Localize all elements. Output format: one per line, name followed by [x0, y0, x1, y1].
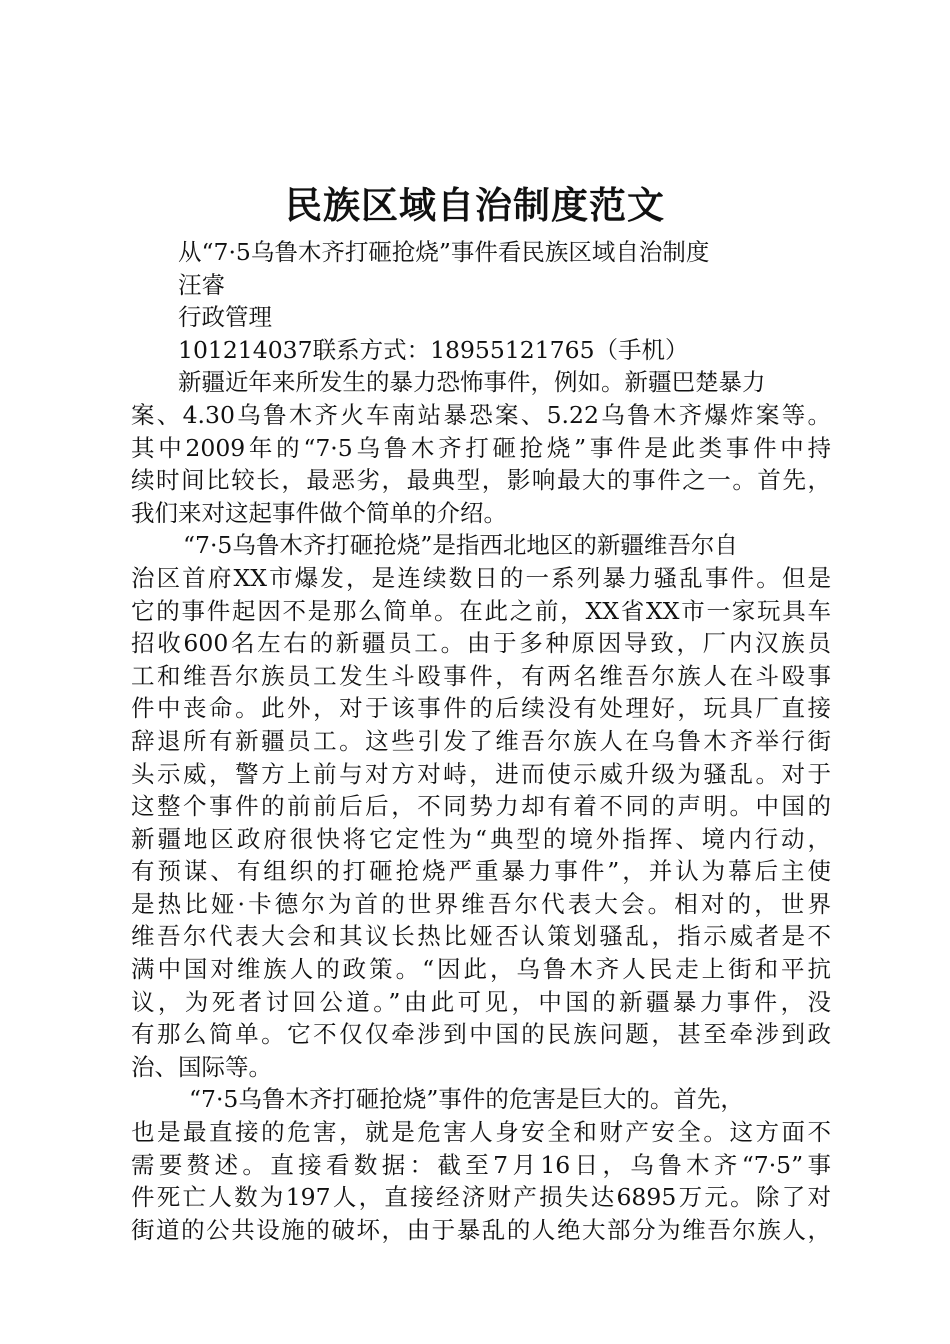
paragraph-line: 有预谋、有组织的打砸抢烧严重暴力事件”，并认为幕后主使 [131, 857, 831, 886]
document-body [131, 236, 831, 1246]
paragraph-line: 案、4.30乌鲁木齐火车南站暴恐案、5.22乌鲁木齐爆炸案等。 [131, 400, 831, 429]
paragraph-line: 件死亡人数为197人，直接经济财产损失达6895万元。除了对 [131, 1183, 831, 1212]
paragraph-line: 维吾尔代表大会和其议长热比娅否认策划骚乱，指示威者是不 [131, 922, 831, 951]
paragraph-line: “7·5乌鲁木齐打砸抢烧”是指西北地区的新疆维吾尔自 [183, 531, 738, 560]
contact-line: 101214037联系方式：18955121765（手机） [178, 335, 689, 364]
paragraph-line: 续时间比较长，最恶劣，最典型，影响最大的事件之一。首先， [131, 466, 831, 495]
paragraph-line: 工和维吾尔族员工发生斗殴事件，有两名维吾尔族人在斗殴事 [131, 661, 831, 690]
paragraph-line: “7·5乌鲁木齐打砸抢烧”事件的危害是巨大的。首先， [189, 1085, 744, 1114]
document-title: 民族区域自治制度范文 [285, 184, 665, 227]
subtitle-line: 从“7·5乌鲁木齐打砸抢烧”事件看民族区域自治制度 [178, 238, 710, 266]
paragraph-line: 这整个事件的前前后后，不同势力却有着不同的声明。中国的 [131, 792, 831, 821]
paragraph-line: 是热比娅·卡德尔为首的世界维吾尔代表大会。相对的，世界 [131, 889, 831, 918]
paragraph-line: 满中国对维族人的政策。“因此，乌鲁木齐人民走上街和平抗 [131, 955, 831, 984]
paragraph-line: 新疆近年来所发生的暴力恐怖事件，例如。新疆巴楚暴力 [178, 368, 766, 397]
paragraph-line: 也是最直接的危害，就是危害人身安全和财产安全。这方面不 [131, 1118, 831, 1147]
paragraph-line: 治区首府XX市爆发，是连续数日的一系列暴力骚乱事件。但是 [131, 563, 831, 592]
paragraph-line: 街道的公共设施的破坏，由于暴乱的人绝大部分为维吾尔族人， [131, 1215, 831, 1244]
paragraph-line: 其中2009年的“7·5乌鲁木齐打砸抢烧”事件是此类事件中持 [131, 433, 831, 462]
paragraph-line: 议，为死者讨回公道。”由此可见，中国的新疆暴力事件，没 [131, 987, 831, 1016]
paragraph-line: 治、国际等。 [131, 1052, 272, 1081]
paragraph-line: 头示威，警方上前与对方对峙，进而使示威升级为骚乱。对于 [131, 759, 831, 788]
paragraph-line: 辞退所有新疆员工。这些引发了维吾尔族人在乌鲁木齐举行街 [131, 726, 831, 755]
paragraph-line: 我们来对这起事件做个简单的介绍。 [131, 498, 507, 527]
paragraph-line: 招收600名左右的新疆员工。由于多种原因导致，厂内汉族员 [131, 629, 831, 658]
author-line: 汪睿 [178, 270, 225, 299]
paragraph-line: 件中丧命。此外，对于该事件的后续没有处理好，玩具厂直接 [131, 694, 831, 723]
paragraph-line: 新疆地区政府很快将它定性为“典型的境外指挥、境内行动， [131, 824, 831, 853]
paragraph-line: 有那么简单。它不仅仅牵涉到中国的民族问题，甚至牵涉到政 [131, 1020, 831, 1049]
paragraph-line: 需要赘述。直接看数据：截至7月16日，乌鲁木齐“7·5”事 [131, 1150, 831, 1179]
major-line: 行政管理 [178, 303, 272, 332]
paragraph-line: 它的事件起因不是那么简单。在此之前，XX省XX市一家玩具车 [131, 596, 831, 625]
